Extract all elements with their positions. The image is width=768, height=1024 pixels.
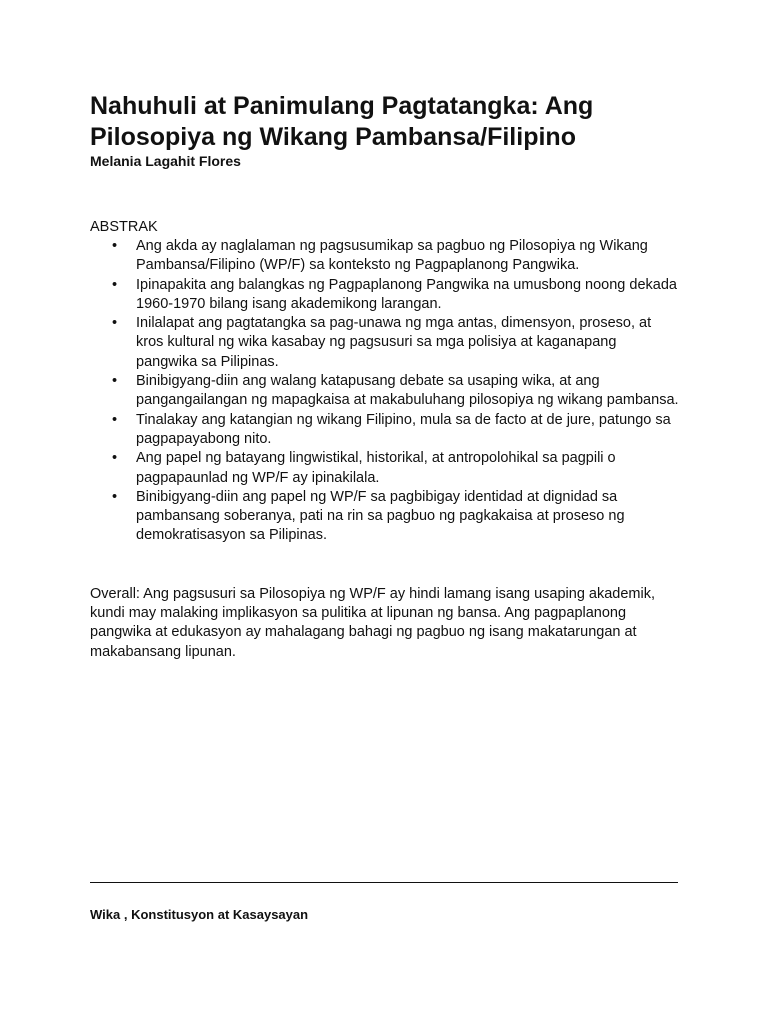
overall-paragraph: Overall: Ang pagsusuri sa Pilosopiya ng WP/F ay hindi lamang isang usaping akademik, kundi may malaking implikasyon sa pulitika at lipunan ng bansa. Ang pagpaplanong pangwika at edukasyon ay mahalagang bahagi ng pagbuo ng isang makatarungan at makabansang lipunan.: [90, 585, 655, 660]
bullet-text: Tinalakay ang katangian ng wikang Filipino, mula sa de facto at de jure, patungo sa pagpapayabong nito.: [136, 411, 671, 447]
document-author: Melania Lagahit Flores: [90, 153, 241, 169]
document-page: [90, 91, 680, 662]
list-item: [90, 372, 680, 411]
bullet-text: Ipinapakita ang balangkas ng Pagpaplanong Pangwika na umusbong noong dekada 1960-1970 bilang isang akademikong larangan.: [136, 276, 677, 312]
bullet-text: Binibigyang-diin ang walang katapusang debate sa usaping wika, at ang pangangailangan ng mapagkaisa at makabuluhang pilosopiya ng wikang pambansa.: [136, 373, 679, 409]
document-title: Nahuhuli at Panimulang Pagtatangka: Ang Pilosopiya ng Wikang Pambansa/Filipino: [90, 92, 594, 151]
bullet-text: Inilalapat ang pagtatangka sa pag-unawa ng mga antas, dimensyon, proseso, at kros kultural ng wika kasabay ng pagsusuri sa mga polisiya at kaganapang pangwika sa Pilipinas.: [136, 315, 652, 370]
list-item: [90, 488, 680, 546]
bullet-text: Ang papel ng batayang lingwistikal, historikal, at antropolohikal sa pagpili o pagpapaunlad ng WP/F ay ipinakilala.: [136, 450, 616, 486]
bullet-icon: •: [112, 488, 118, 505]
list-item: [90, 237, 680, 276]
section-label-abstrak: ABSTRAK: [90, 219, 158, 235]
abstract-bullet-list: [90, 237, 680, 546]
bullet-icon: •: [112, 373, 118, 390]
footer-text: Wika , Konstitusyon at Kasaysayan: [90, 907, 309, 922]
bullet-icon: •: [112, 238, 118, 254]
list-item: [90, 449, 680, 488]
bullet-text: Ang akda ay naglalaman ng pagsusumikap sa pagbuo ng Pilosopiya ng Wikang Pambansa/Filipino (WP/F) sa konteksto ng Pagpaplanong Pangwika.: [136, 238, 648, 274]
bullet-icon: •: [112, 276, 118, 293]
bullet-icon: •: [112, 450, 118, 467]
bullet-text: Binibigyang-diin ang papel ng WP/F sa pagbibigay identidad at dignidad sa pambansang soberanya, pati na rin sa pagbuo ng pagkakaisa at proseso ng demokratisasyon sa Pilipinas.: [136, 488, 625, 544]
list-item: [90, 276, 680, 315]
bullet-icon: •: [112, 315, 118, 332]
bullet-icon: •: [112, 411, 118, 428]
list-item: [90, 411, 680, 450]
list-item: [90, 314, 680, 372]
footer-divider: [90, 882, 678, 883]
